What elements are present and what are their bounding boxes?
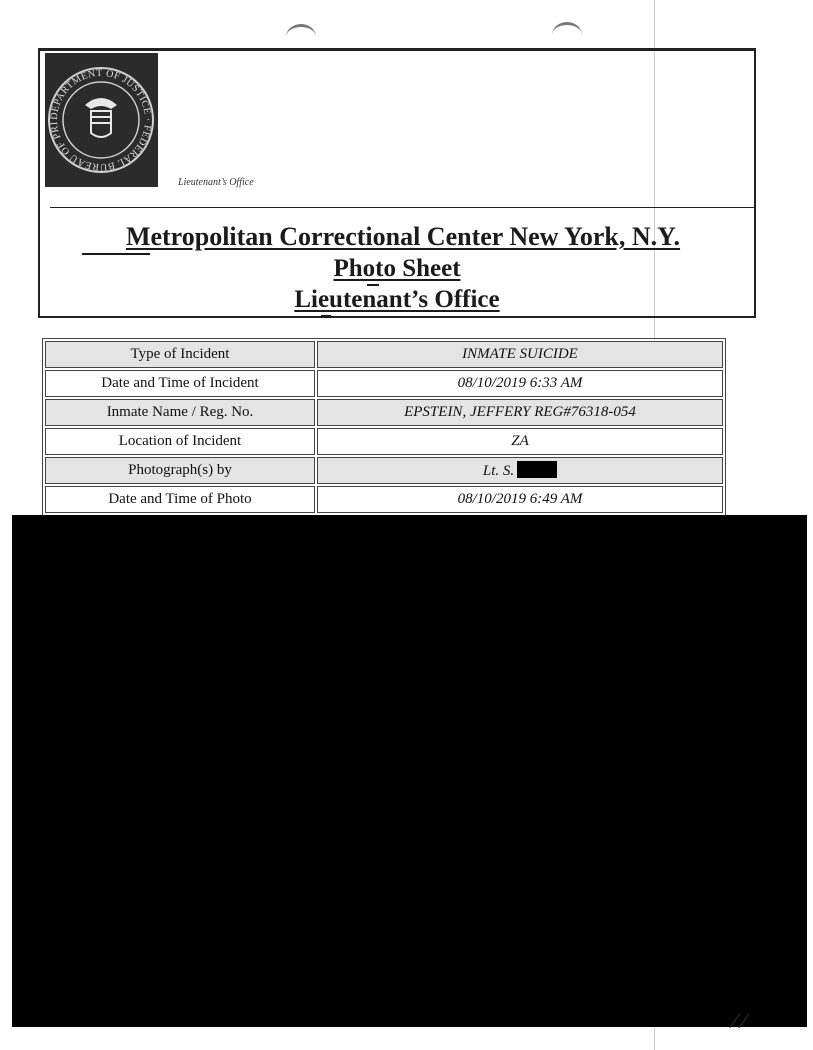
punch-hole-right (552, 22, 582, 48)
row-value: INMATE SUICIDE (317, 341, 723, 368)
row-label: Photograph(s) by (45, 457, 315, 484)
header-divider (50, 207, 754, 208)
row-label: Date and Time of Incident (45, 370, 315, 397)
table-row (45, 370, 723, 397)
table-row (45, 428, 723, 455)
photo-redaction-block (12, 515, 807, 1027)
table-row (45, 457, 723, 484)
svg-text:DEPARTMENT OF JUSTICE · FEDERA: DEPARTMENT OF JUSTICE · FEDERAL BUREAU OF PRI (48, 67, 154, 173)
row-value: ZA (317, 428, 723, 455)
row-value-photographer (317, 457, 723, 484)
sheet-title: Photo Sheet (333, 255, 461, 282)
table-row (45, 486, 723, 513)
row-label: Inmate Name / Reg. No. (45, 399, 315, 426)
seal-icon (45, 53, 158, 187)
redaction-box (517, 461, 557, 478)
row-label: Location of Incident (45, 428, 315, 455)
office-title: Lieutenant’s Office (294, 286, 500, 313)
row-value: 08/10/2019 6:49 AM (317, 486, 723, 513)
office-caption: Lieutenant’s Office (178, 177, 254, 188)
handwritten-mark: ⁄ ⁄ (733, 1008, 746, 1033)
doj-seal-logo (45, 53, 158, 187)
photographer-name: Lt. S. (482, 463, 515, 479)
table-row (45, 399, 723, 426)
punch-hole-left (286, 24, 316, 50)
table-row (45, 341, 723, 368)
row-label: Date and Time of Photo (45, 486, 315, 513)
facility-title: Metropolitan Correctional Center New York, N.Y. (125, 222, 681, 251)
row-value: EPSTEIN, JEFFERY REG#76318-054 (317, 399, 723, 426)
incident-info-table (42, 338, 726, 516)
row-value: 08/10/2019 6:33 AM (317, 370, 723, 397)
row-label: Type of Incident (45, 341, 315, 368)
header-box (38, 48, 756, 318)
